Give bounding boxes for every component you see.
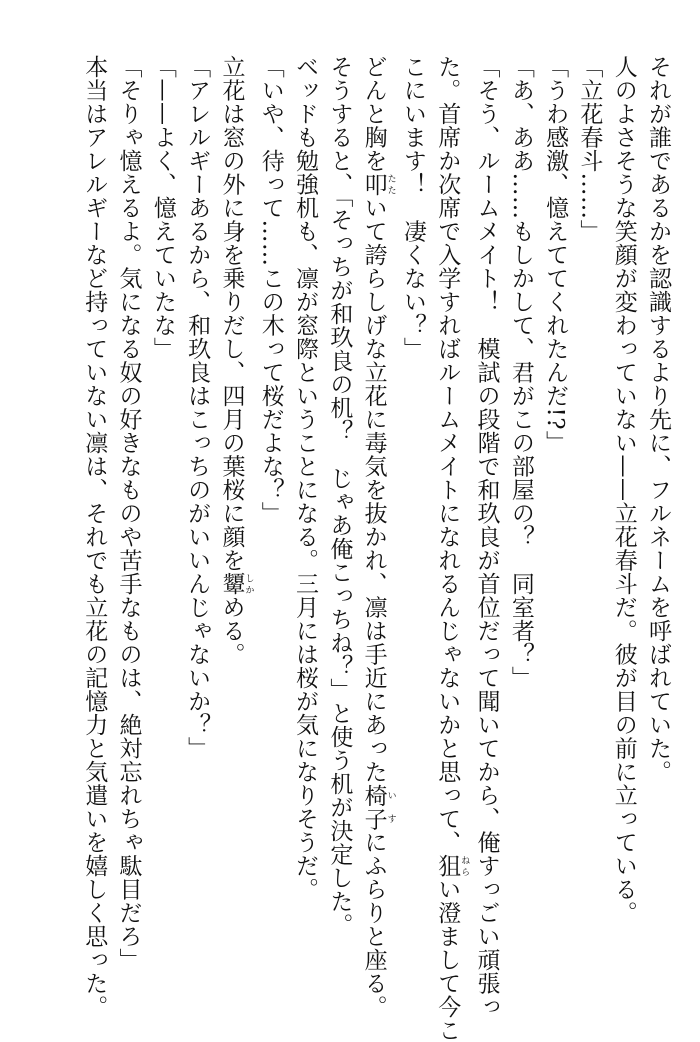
text-line-7-head: た。首席か次席で入学すればルームメイトになれるんじゃないかと思って、 (434, 55, 460, 854)
text-line-14: 「アレルギーあるから、和玖良はこっちのがいいんじゃないか？」 (180, 55, 214, 955)
text-line-15: 「——よく、憶えていたな」 (146, 55, 180, 955)
text-line-13-rest: める。 (218, 596, 244, 667)
text-line-16: 「そりゃ憶えるよ。気になる奴の好きなものや苦手なものは、絶対忘れちゃ駄目だろ」 (111, 55, 145, 955)
ruby-isu: 椅子 いす (361, 784, 387, 831)
text-line-13 (214, 55, 253, 955)
text-line-13-head: 立花は窓の外に身を乗りだし、四月の葉桜に顔を (218, 55, 244, 572)
text-line-9 (356, 55, 395, 955)
ruby-nera: 狙 ねら (434, 854, 460, 878)
text-line-17: 本当はアレルギーなど持っていない凛は、それでも立花の記憶力と気遣いを嬉しく思った。 (77, 55, 111, 955)
text-line-3: 「立花春斗……」 (572, 55, 606, 955)
text-line-9-middle: いて誇らしげな立花に毒気を抜かれ、凛は手近にあった (361, 196, 387, 784)
text-line-4: 「うわ感激、憶えててくれたんだ!?」 (538, 55, 572, 955)
text-line-12: 「いや、待って……この木って桜だよな？」 (253, 55, 287, 955)
text-line-11: ベッドも勉強机も、凛が窓際ということになる。三月には桜が気になりそうだ。 (288, 55, 322, 955)
vertical-text-body (15, 55, 675, 955)
text-line-10: そうすると、「そっちが和玖良の机？ じゃあ俺こっちね？」と使う机が決定した。 (322, 55, 356, 955)
text-line-5: 「あ、ああ……もしかして、君がこの部屋の？ 同室者？」 (504, 55, 538, 955)
text-line-9-rest: にふらりと座る。 (361, 831, 387, 1019)
text-line-9-head: どんと胸を (361, 55, 387, 173)
text-line-6: 「そう、ルームメイト！ 模試の段階で和玖良が首位だって聞いてから、俺すっごい頑張っ (469, 55, 503, 955)
ruby-shika: 顰 しか (218, 572, 244, 596)
text-line-7-rest: い澄まして今こ (434, 878, 460, 1042)
text-line-1: それが誰であるかを認識するより先に、フルネームを呼ばれていた。 (641, 55, 675, 955)
text-line-8: こにいます！ 凄くない？」 (396, 55, 430, 955)
ruby-tata: 叩 たた (361, 173, 387, 197)
text-line-7 (430, 55, 469, 955)
text-line-2: 人のよさそうな笑顔が変わっていない——立花春斗だ。彼が目の前に立っている。 (606, 55, 640, 955)
